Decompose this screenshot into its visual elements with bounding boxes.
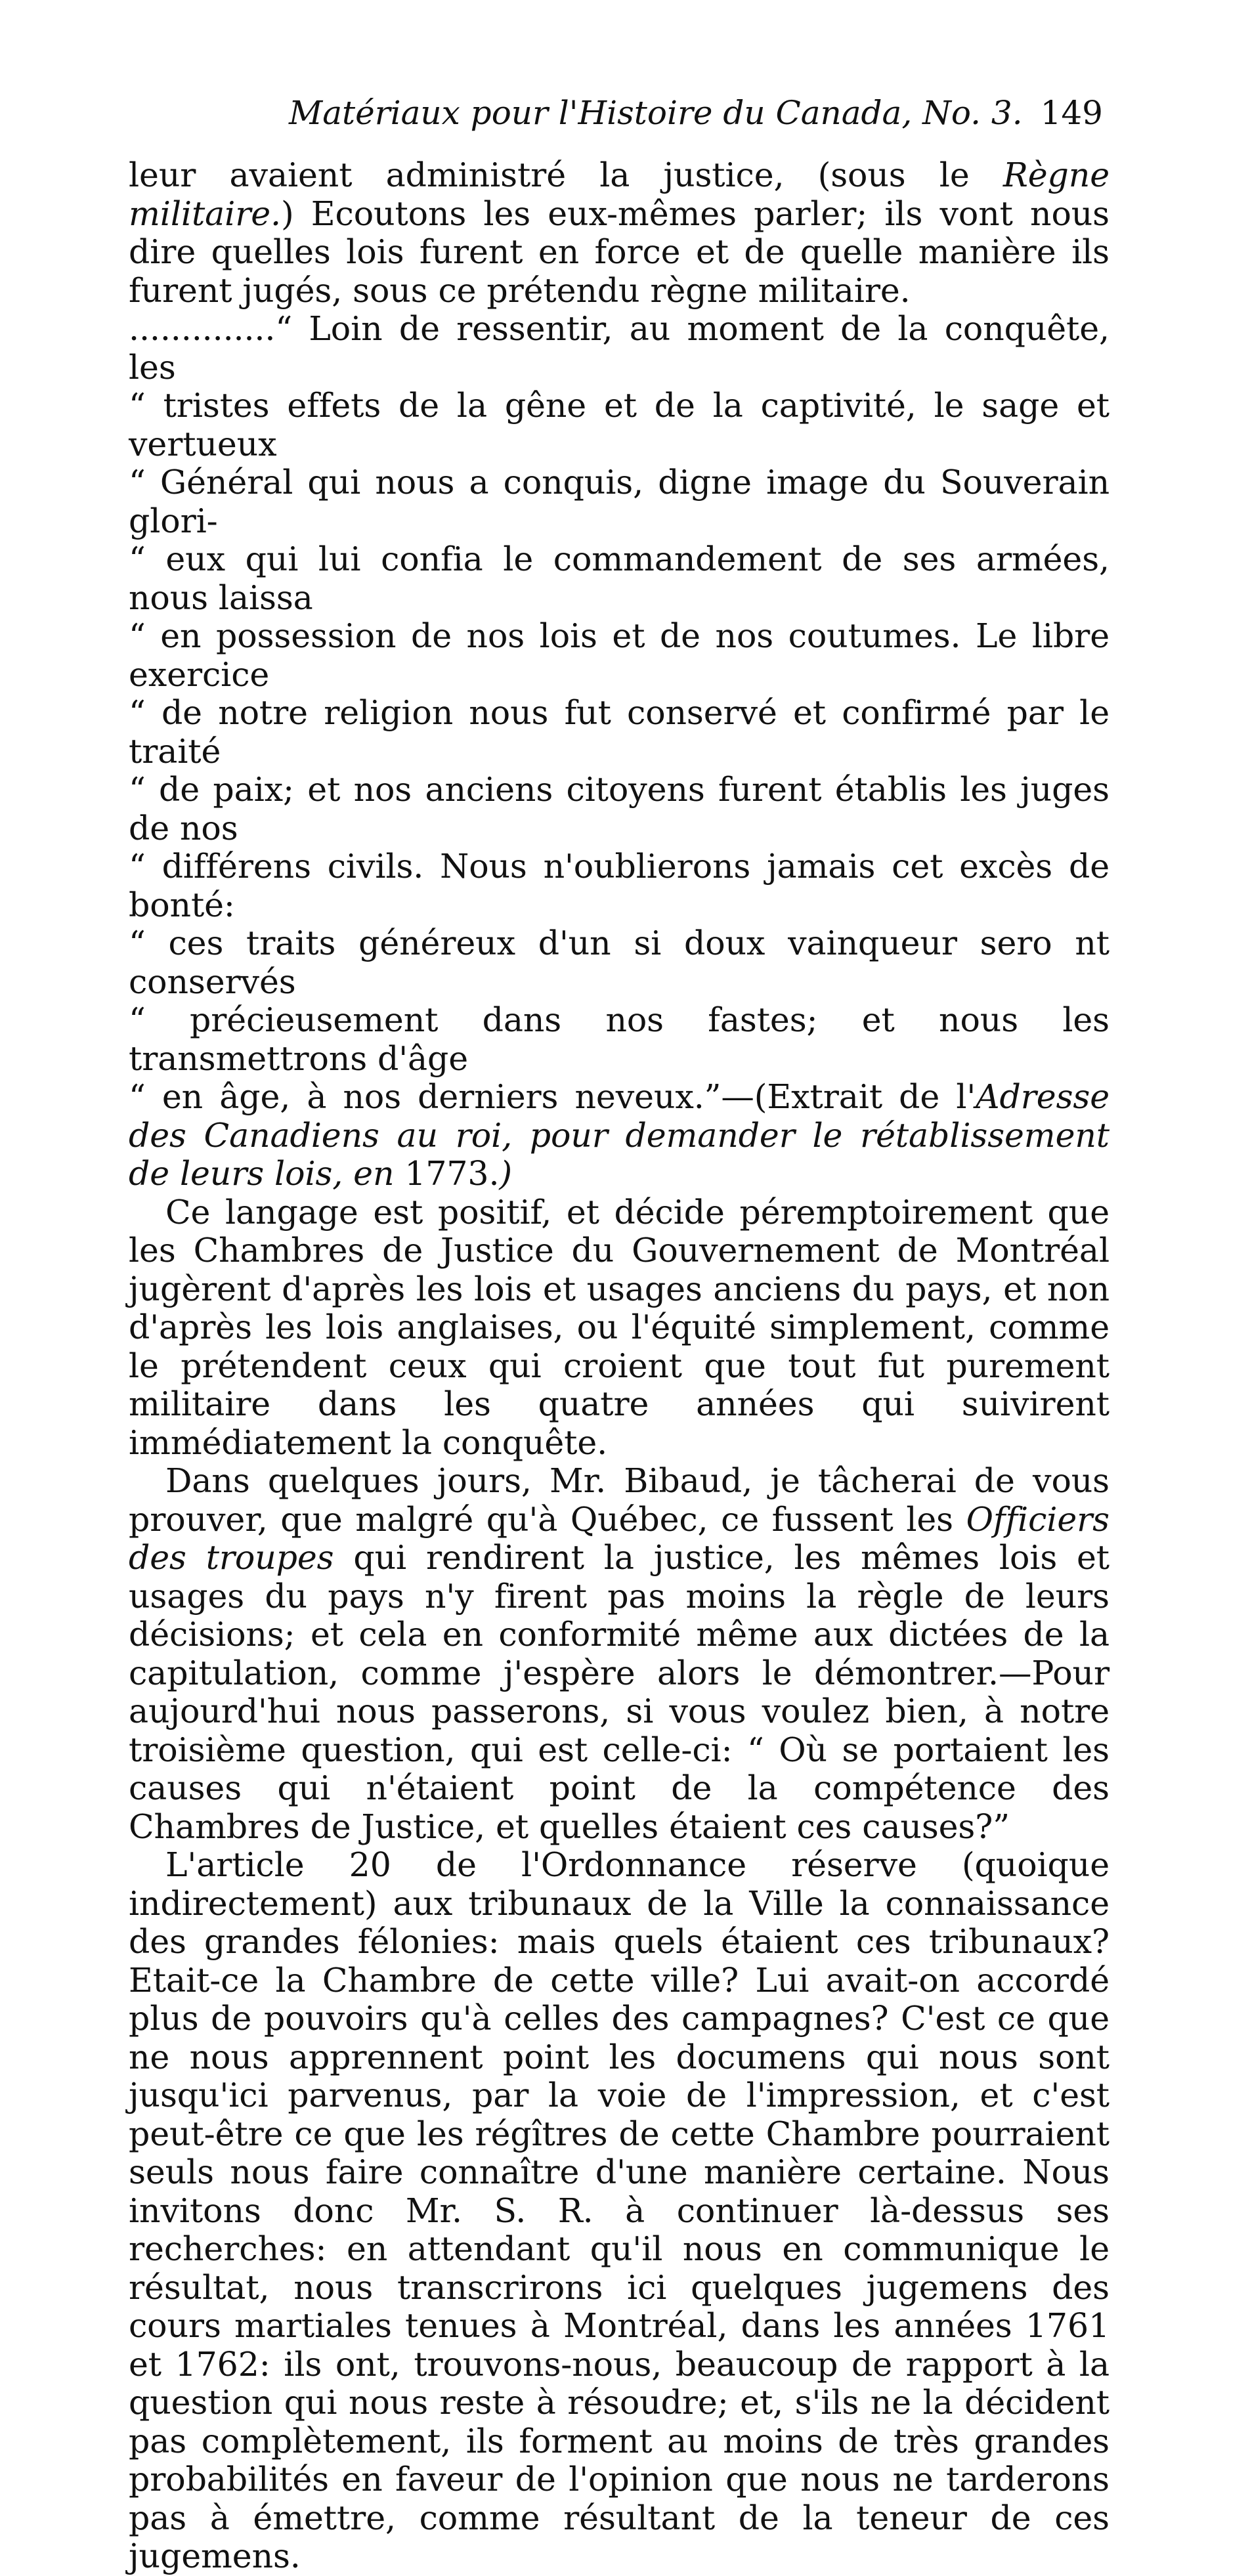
running-head: Matériaux pour l'Histoire du Canada, No. 3. [289, 94, 1023, 132]
quotation [129, 310, 1110, 1193]
quote-line: “ tristes effets de la gêne et de la captivité, le sage et vertueux [129, 386, 1110, 463]
quote-line: “ Général qui nous a conquis, digne image du Souverain glori- [129, 463, 1110, 540]
paragraph-4: L'article 20 de l'Ordonnance réserve (quoique indirectement) aux tribunaux de la Ville la connaissance des grandes félonies: mais quels étaient ces tribunaux? Etait-ce la Chambre de cette ville? Lui avait-on accordé plus de pouvoirs qu'à celles des campagnes? C'est ce que ne nous apprennent point les documens qui nous sont jusqu'ici parvenus, par la voie de l'impression, et c'est peut-être ce que les régîtres de cette Chambre pourraient seuls nous faire connaître d'une manière certaine. Nous invitons donc Mr. S. R. à continuer là-dessus ses recherches: en attendant qu'il nous en communique le résultat, nous transcrirons ici quelques jugemens des cours martiales tenues à Montréal, dans les années 1761 et 1762: ils ont, trouvons-nous, beaucoup de rapport à la question qui nous reste à résoudre; et, s'ils ne la décident pas complètement, ils forment au moins de très grandes probabilités en faveur de l'opinion que nous ne tarderons pas à émettre, comme résultant de la teneur de ces jugemens. [129, 1845, 1110, 2575]
quote-line: “ précieusement dans nos fastes; et nous les transmettrons d'âge [129, 1000, 1110, 1078]
quote-line: ..............“ Loin de ressentir, au moment de la conquête, les [129, 309, 1110, 387]
quote-line: “ en âge, à nos derniers neveux.”—(Extrait de l' [129, 1077, 976, 1116]
paragraph-3-text-c: qui rendirent la justice, les mêmes lois et usages du pays n'y firent pas moins la règle de leurs décisions; et cela en conformité même aux dictées de la capitulation, comme j'espère alors le démontrer.—Pour aujourd'hui nous passerons, si vous voulez bien, à notre troisième question, qui est celle-ci: “ Où se portaient les causes qui n'étaient point de la compétence des Chambres de Justice, et quelles étaient ces causes?” [129, 1538, 1110, 1846]
quote-line: “ différens civils. Nous n'oublierons jamais cet excès de bonté: [129, 847, 1110, 924]
paragraph-1-text-c: ) Ecoutons les eux-mêmes parler; ils vont nous dire quelles lois furent en force et de quelle manière ils furent jugés, sous ce prétendu règne militaire. [129, 194, 1110, 310]
page-header [276, 92, 1103, 134]
quote-line: “ eux qui lui confia le commandement de ses armées, nous laissa [129, 540, 1110, 617]
quote-close-paren: ) [499, 1154, 513, 1193]
quote-source-italic: Adresse des Canadiens au roi, pour demander le rétablissement de leurs lois, en [129, 1077, 1110, 1193]
paragraph-2: Ce langage est positif, et décide péremptoirement que les Chambres de Justice du Gouvernement de Montréal jugèrent d'après les lois et usages anciens du pays, et non d'après les lois anglaises, ou l'équité simplement, comme le prétendent ceux qui croient que tout fut purement militaire dans les quatre années qui suivirent immédiatement la conquête. [129, 1192, 1110, 1462]
quote-line: “ de notre religion nous fut conservé et confirmé par le traité [129, 693, 1110, 771]
paragraph-3-text-a: Dans quelques jours, Mr. Bibaud, je tâcherai de vous prouver, que malgré qu'à Québec, ce fussent les [129, 1461, 1110, 1539]
paragraph-3-italic: Officiers des troupes [129, 1499, 1110, 1577]
page-body [129, 156, 1110, 2576]
paragraph-3 [129, 1462, 1110, 1846]
page-number: 149 [1040, 94, 1103, 132]
quote-line: “ ces traits généreux d'un si doux vainqueur sero nt conservés [129, 924, 1110, 1001]
quote-line: “ en possession de nos lois et de nos coutumes. Le libre exercice [129, 616, 1110, 694]
quote-line: “ de paix; et nos anciens citoyens furent établis les juges de nos [129, 770, 1110, 848]
paragraph-1-text-a: leur avaient administré la justice, (sous le [129, 156, 1003, 194]
paragraph-1-italic: Règne militaire. [129, 156, 1110, 233]
quote-year: 1773. [394, 1154, 500, 1193]
paragraph-1 [129, 156, 1110, 310]
